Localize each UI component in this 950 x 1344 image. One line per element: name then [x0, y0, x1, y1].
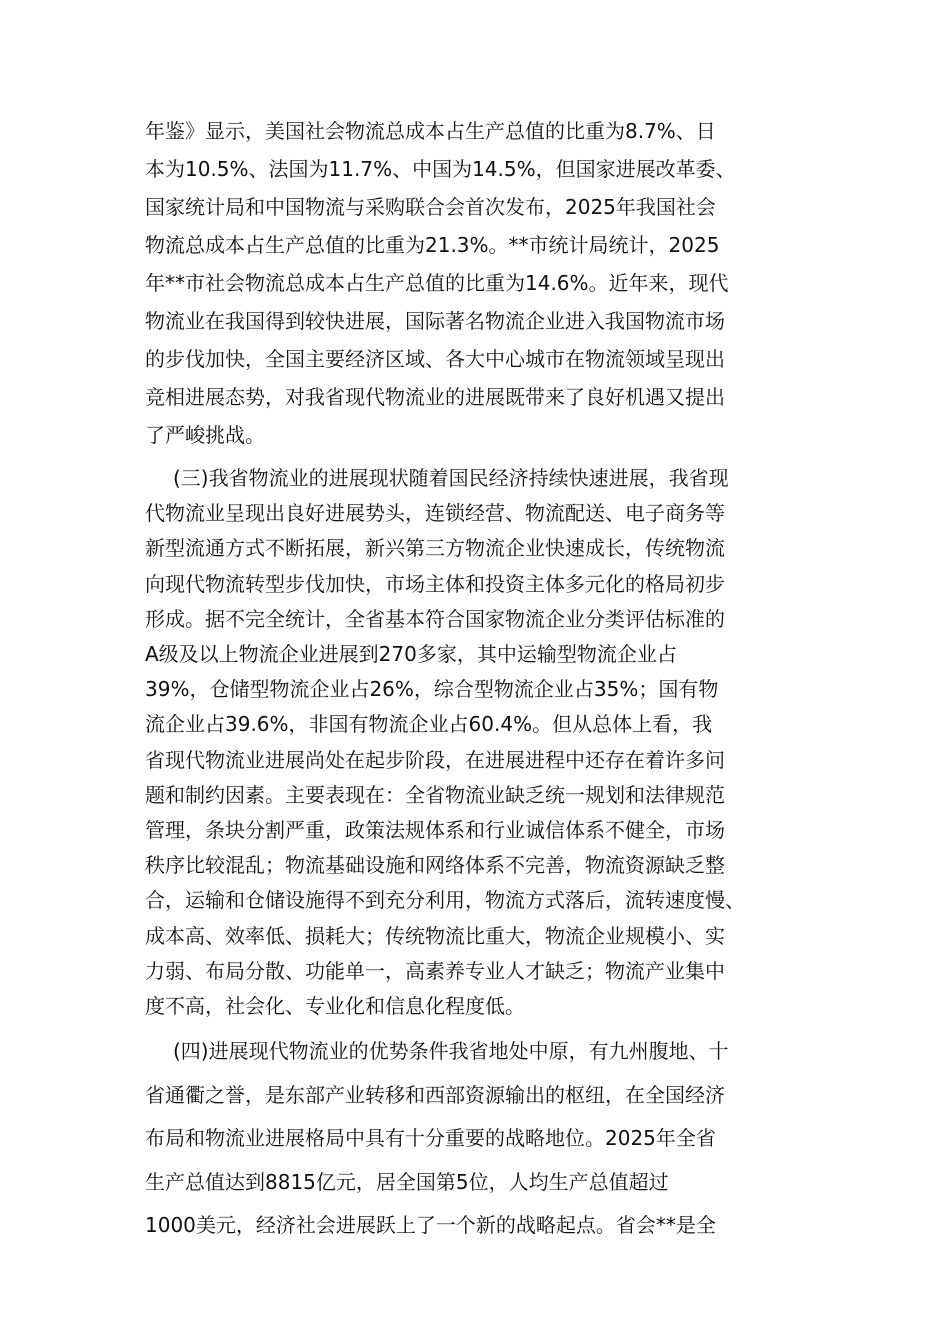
paragraph-3-line: (四)进展现代物流业的优势条件我省地处中原，有九州腹地、十: [173, 1039, 729, 1063]
paragraph-2-line: 流企业占39.6%，非国有物流企业占60.4%。但从总体上看，我: [145, 712, 713, 736]
paragraph-2-line: 秩序比较混乱；物流基础设施和网络体系不完善，物流资源缺乏整: [145, 853, 725, 877]
paragraph-3-line: 布局和物流业进展格局中具有十分重要的战略地位。2025年全省: [145, 1126, 716, 1150]
paragraph-2-line: 题和制约因素。主要表现在：全省物流业缺乏统一规划和法律规范: [145, 783, 725, 807]
paragraph-2-line: A级及以上物流企业进展到270多家，其中运输型物流企业占: [145, 642, 677, 666]
paragraph-2-line: 向现代物流转型步伐加快，市场主体和投资主体多元化的格局初步: [145, 572, 725, 596]
paragraph-3-line: 生产总值达到8815亿元，居全国第5位，人均生产总值超过: [145, 1170, 669, 1194]
paragraph-1-line: 竞相进展态势，对我省现代物流业的进展既带来了良好机遇又提出: [145, 385, 725, 409]
paragraph-2-line: 力弱、布局分散、功能单一，高素养专业人才缺乏；物流产业集中: [145, 959, 725, 983]
paragraph-1-line: 本为10.5%、法国为11.7%、中国为14.5%，但国家进展改革委、: [145, 157, 736, 181]
paragraph-2-line: 成本高、效率低、损耗大；传统物流比重大，物流企业规模小、实: [145, 924, 725, 948]
paragraph-1-line: 物流总成本占生产总值的比重为21.3%。**市统计局统计，2025: [145, 233, 720, 257]
paragraph-2-line: (三)我省物流业的进展现状随着国民经济持续快速进展，我省现: [173, 466, 729, 490]
paragraph-1-line: 年**市社会物流总成本占生产总值的比重为14.6%。近年来，现代: [145, 271, 729, 295]
paragraph-1-line: 国家统计局和中国物流与采购联合会首次发布，2025年我国社会: [145, 195, 716, 219]
paragraph-2-line: 合，运输和仓储设施得不到充分利用，物流方式落后，流转速度慢、: [145, 888, 745, 912]
paragraph-2-line: 代物流业呈现出良好进展势头，连锁经营、物流配送、电子商务等: [145, 501, 725, 525]
paragraph-2-line: 省现代物流业进展尚处在起步阶段，在进展进程中还存在着许多问: [145, 748, 725, 772]
paragraph-3-line: 1000美元，经济社会进展跃上了一个新的战略起点。省会**是全: [145, 1213, 716, 1237]
paragraph-2-line: 新型流通方式不断拓展，新兴第三方物流企业快速成长，传统物流: [145, 536, 725, 560]
paragraph-1-line: 物流业在我国得到较快进展，国际著名物流企业进入我国物流市场: [145, 309, 725, 333]
paragraph-2-line: 管理，条块分割严重，政策法规体系和行业诚信体系不健全，市场: [145, 818, 725, 842]
paragraph-2-line: 形成。据不完全统计，全省基本符合国家物流企业分类评估标准的: [145, 607, 725, 631]
paragraph-3-line: 省通衢之誉，是东部产业转移和西部资源输出的枢纽，在全国经济: [145, 1083, 725, 1107]
paragraph-1-line: 了严峻挑战。: [145, 423, 265, 447]
paragraph-1-line: 的步伐加快，全国主要经济区域、各大中心城市在物流领域呈现出: [145, 347, 725, 371]
paragraph-2-line: 39%，仓储型物流企业占26%，综合型物流企业占35%；国有物: [145, 677, 719, 701]
paragraph-2-line: 度不高，社会化、专业化和信息化程度低。: [145, 994, 525, 1018]
paragraph-1-line: 年鉴》显示，美国社会物流总成本占生产总值的比重为8.7%、日: [145, 119, 716, 143]
